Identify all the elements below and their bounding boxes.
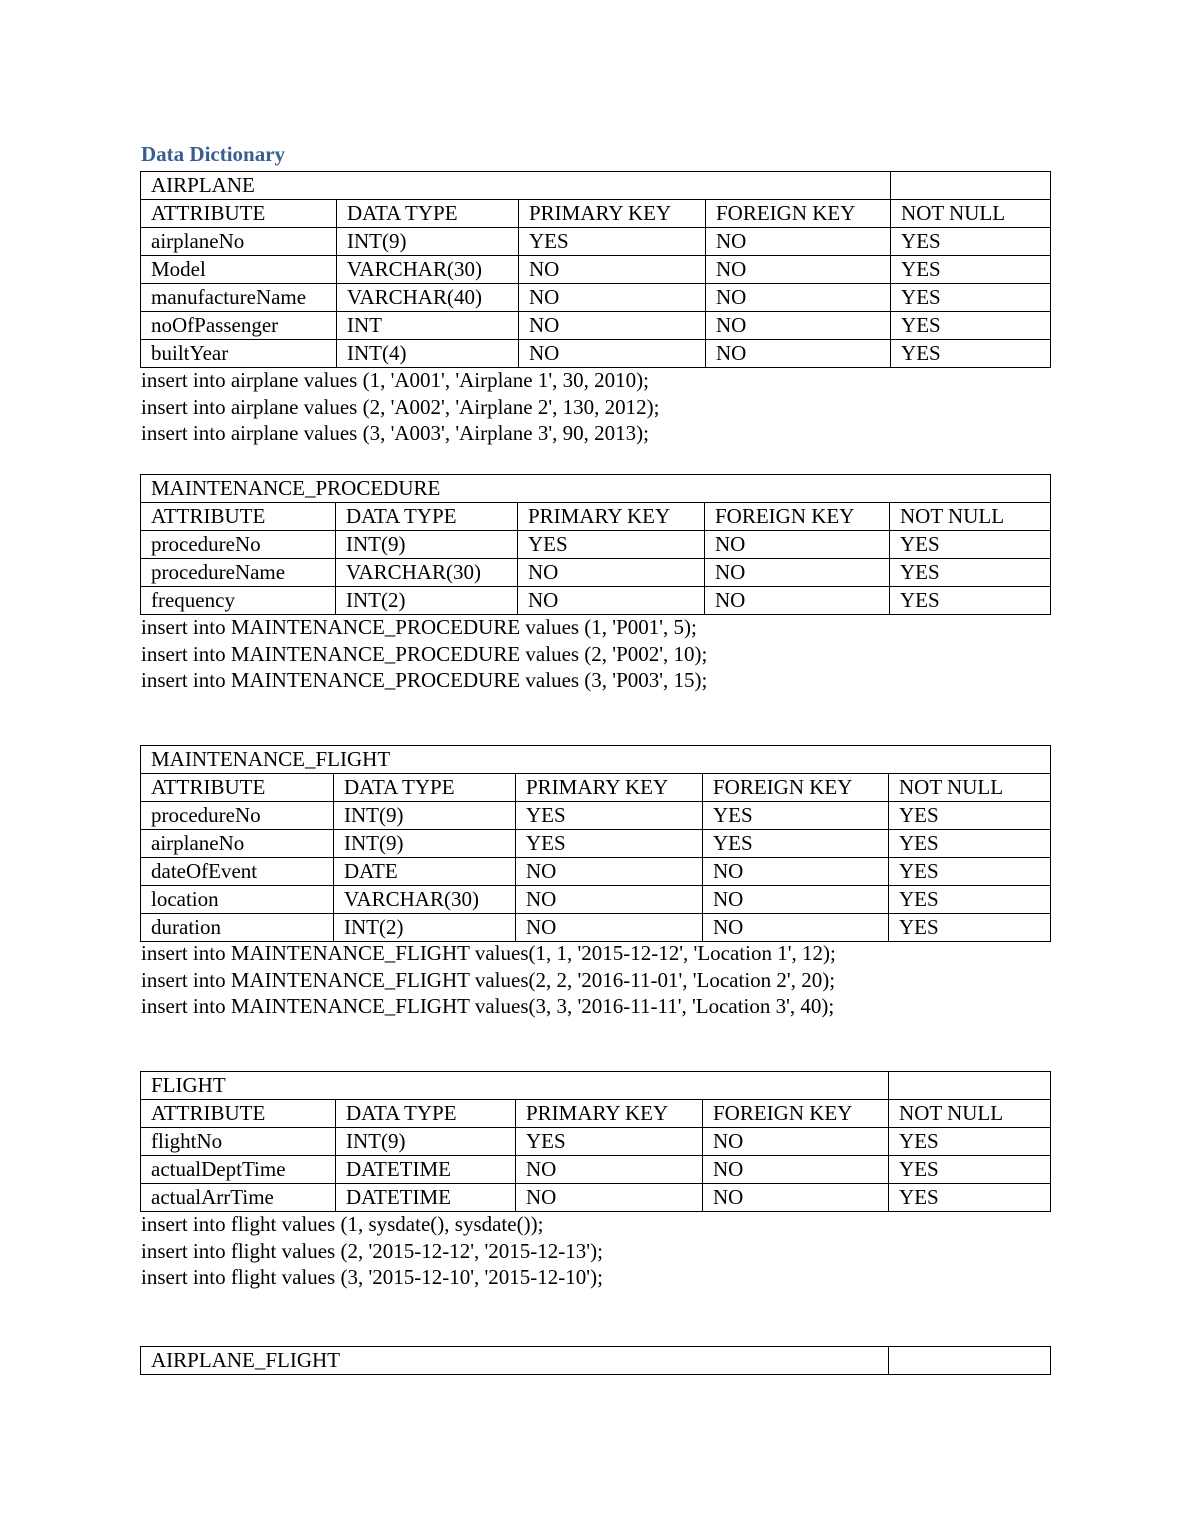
table-cell: YES xyxy=(891,284,1051,312)
column-header: ATTRIBUTE xyxy=(141,1100,336,1128)
sql-line: insert into MAINTENANCE_FLIGHT values(3, 3, '2016-11-11', 'Location 3', 40); xyxy=(141,994,835,1019)
table-row xyxy=(141,256,1051,284)
table-row xyxy=(141,587,1051,615)
table-row xyxy=(141,830,1051,858)
table-cell: YES xyxy=(889,886,1051,914)
table-cell: YES xyxy=(889,1156,1051,1184)
table-cell: NO xyxy=(705,587,890,615)
table-cell: NO xyxy=(703,1156,889,1184)
table-row xyxy=(141,559,1051,587)
table-cell: INT(2) xyxy=(334,914,516,942)
table-cell: YES xyxy=(518,531,705,559)
table-cell: INT(2) xyxy=(336,587,518,615)
table-cell: location xyxy=(141,886,334,914)
column-header: PRIMARY KEY xyxy=(519,200,706,228)
table-cell: INT(9) xyxy=(337,228,519,256)
header-row xyxy=(141,1100,1051,1128)
sql-line: insert into MAINTENANCE_PROCEDURE values (2, 'P002', 10); xyxy=(141,641,708,666)
table-cell: YES xyxy=(890,587,1051,615)
table-cell: NO xyxy=(703,1184,889,1212)
table-cell: actualDeptTime xyxy=(141,1156,336,1184)
table-row xyxy=(141,1184,1051,1212)
column-header: DATA TYPE xyxy=(337,200,519,228)
table-cell: INT(9) xyxy=(336,1128,516,1156)
column-header: NOT NULL xyxy=(889,774,1051,802)
table-cell: duration xyxy=(141,914,334,942)
empty-cell xyxy=(889,1347,1051,1375)
table-row xyxy=(141,886,1051,914)
table-name: AIRPLANE_FLIGHT xyxy=(141,1347,889,1375)
column-header: DATA TYPE xyxy=(336,503,518,531)
table-cell: INT(4) xyxy=(337,340,519,368)
table-title-row xyxy=(141,1347,1051,1375)
table-cell: YES xyxy=(516,802,703,830)
column-header: PRIMARY KEY xyxy=(516,1100,703,1128)
column-header: ATTRIBUTE xyxy=(141,200,337,228)
table-airplane xyxy=(140,171,1051,368)
table-cell: noOfPassenger xyxy=(141,312,337,340)
table-maintenance-flight xyxy=(140,745,1051,942)
table-cell: NO xyxy=(706,228,891,256)
table-cell: YES xyxy=(889,802,1051,830)
table-cell: builtYear xyxy=(141,340,337,368)
table-title-row xyxy=(141,172,1051,200)
table-title-row xyxy=(141,746,1051,774)
table-cell: NO xyxy=(518,587,705,615)
table-row xyxy=(141,228,1051,256)
table-title-row xyxy=(141,475,1051,503)
sql-line: insert into flight values (1, sysdate(), sysdate()); xyxy=(141,1212,544,1236)
column-header: NOT NULL xyxy=(890,503,1051,531)
column-header: FOREIGN KEY xyxy=(705,503,890,531)
column-header: DATA TYPE xyxy=(336,1100,516,1128)
sql-inserts-airplane xyxy=(141,367,659,447)
table-cell: YES xyxy=(890,531,1051,559)
table-cell: airplaneNo xyxy=(141,830,334,858)
column-header: FOREIGN KEY xyxy=(703,774,889,802)
sql-line: insert into MAINTENANCE_PROCEDURE values (3, 'P003', 15); xyxy=(141,668,708,693)
sql-inserts-maintenance-procedure xyxy=(141,614,707,694)
table-row xyxy=(141,914,1051,942)
table-cell: NO xyxy=(519,312,706,340)
table-cell: VARCHAR(30) xyxy=(337,256,519,284)
table-cell: DATETIME xyxy=(336,1184,516,1212)
sql-inserts-maintenance-flight xyxy=(141,940,836,1020)
table-cell: NO xyxy=(703,1128,889,1156)
table-cell: NO xyxy=(703,858,889,886)
column-header: PRIMARY KEY xyxy=(516,774,703,802)
table-cell: YES xyxy=(890,559,1051,587)
sql-line: insert into MAINTENANCE_FLIGHT values(2, 2, '2016-11-01', 'Location 2', 20); xyxy=(141,967,836,992)
table-maintenance-procedure xyxy=(140,474,1051,615)
table-cell: YES xyxy=(891,340,1051,368)
table-name: FLIGHT xyxy=(141,1072,889,1100)
table-cell: NO xyxy=(706,256,891,284)
column-header: ATTRIBUTE xyxy=(141,774,334,802)
table-cell: procedureNo xyxy=(141,531,336,559)
table-cell: YES xyxy=(889,1128,1051,1156)
table-cell: NO xyxy=(518,559,705,587)
table-cell: airplaneNo xyxy=(141,228,337,256)
table-cell: NO xyxy=(519,256,706,284)
table-cell: manufactureName xyxy=(141,284,337,312)
table-cell: INT(9) xyxy=(336,531,518,559)
table-cell: YES xyxy=(703,830,889,858)
sql-line: insert into MAINTENANCE_FLIGHT values(1, 1, '2015-12-12', 'Location 1', 12); xyxy=(141,941,836,965)
table-cell: NO xyxy=(516,1156,703,1184)
table-cell: INT(9) xyxy=(334,802,516,830)
table-cell: YES xyxy=(891,312,1051,340)
table-cell: YES xyxy=(516,1128,703,1156)
table-cell: procedureName xyxy=(141,559,336,587)
column-header: NOT NULL xyxy=(889,1100,1051,1128)
table-cell: VARCHAR(40) xyxy=(337,284,519,312)
table-row xyxy=(141,312,1051,340)
table-cell: VARCHAR(30) xyxy=(336,559,518,587)
table-airplane-flight xyxy=(140,1346,1051,1375)
table-cell: frequency xyxy=(141,587,336,615)
table-cell: YES xyxy=(891,228,1051,256)
table-cell: NO xyxy=(705,531,890,559)
table-row xyxy=(141,340,1051,368)
column-header: FOREIGN KEY xyxy=(703,1100,889,1128)
empty-cell xyxy=(889,1072,1051,1100)
sql-line: insert into airplane values (2, 'A002', 'Airplane 2', 130, 2012); xyxy=(141,394,660,419)
header-row xyxy=(141,774,1051,802)
table-cell: DATE xyxy=(334,858,516,886)
table-cell: YES xyxy=(889,830,1051,858)
table-row xyxy=(141,858,1051,886)
table-name: AIRPLANE xyxy=(141,172,891,200)
column-header: ATTRIBUTE xyxy=(141,503,336,531)
table-cell: NO xyxy=(516,914,703,942)
column-header: PRIMARY KEY xyxy=(518,503,705,531)
table-title-row xyxy=(141,1072,1051,1100)
table-cell: NO xyxy=(703,886,889,914)
table-cell: NO xyxy=(706,340,891,368)
column-header: FOREIGN KEY xyxy=(706,200,891,228)
table-cell: dateOfEvent xyxy=(141,858,334,886)
table-cell: procedureNo xyxy=(141,802,334,830)
table-name: MAINTENANCE_PROCEDURE xyxy=(141,475,1051,503)
table-cell: DATETIME xyxy=(336,1156,516,1184)
empty-cell xyxy=(891,172,1051,200)
table-cell: NO xyxy=(516,858,703,886)
sql-line: insert into flight values (3, '2015-12-10', '2015-12-10'); xyxy=(141,1265,603,1290)
table-cell: INT xyxy=(337,312,519,340)
table-name: MAINTENANCE_FLIGHT xyxy=(141,746,1051,774)
table-cell: YES xyxy=(703,802,889,830)
sql-line: insert into MAINTENANCE_PROCEDURE values (1, 'P001', 5); xyxy=(141,615,697,639)
table-cell: YES xyxy=(889,1184,1051,1212)
table-cell: YES xyxy=(516,830,703,858)
table-cell: NO xyxy=(706,312,891,340)
sql-line: insert into airplane values (1, 'A001', 'Airplane 1', 30, 2010); xyxy=(141,368,649,392)
table-cell: NO xyxy=(705,559,890,587)
sql-line: insert into flight values (2, '2015-12-12', '2015-12-13'); xyxy=(141,1238,603,1263)
page-heading: Data Dictionary xyxy=(141,142,286,166)
table-row xyxy=(141,531,1051,559)
table-cell: NO xyxy=(519,284,706,312)
table-cell: YES xyxy=(889,858,1051,886)
header-row xyxy=(141,200,1051,228)
table-row xyxy=(141,284,1051,312)
table-row xyxy=(141,1128,1051,1156)
table-cell: YES xyxy=(889,914,1051,942)
column-header: DATA TYPE xyxy=(334,774,516,802)
table-cell: YES xyxy=(891,256,1051,284)
header-row xyxy=(141,503,1051,531)
table-row xyxy=(141,802,1051,830)
table-cell: NO xyxy=(519,340,706,368)
table-cell: NO xyxy=(516,1184,703,1212)
column-header: NOT NULL xyxy=(891,200,1051,228)
table-flight xyxy=(140,1071,1051,1212)
sql-line: insert into airplane values (3, 'A003', 'Airplane 3', 90, 2013); xyxy=(141,421,649,446)
table-row xyxy=(141,1156,1051,1184)
table-cell: YES xyxy=(519,228,706,256)
table-cell: actualArrTime xyxy=(141,1184,336,1212)
table-cell: NO xyxy=(516,886,703,914)
table-cell: INT(9) xyxy=(334,830,516,858)
table-cell: flightNo xyxy=(141,1128,336,1156)
sql-inserts-flight xyxy=(141,1211,603,1291)
table-cell: Model xyxy=(141,256,337,284)
table-cell: VARCHAR(30) xyxy=(334,886,516,914)
table-cell: NO xyxy=(703,914,889,942)
table-cell: NO xyxy=(706,284,891,312)
